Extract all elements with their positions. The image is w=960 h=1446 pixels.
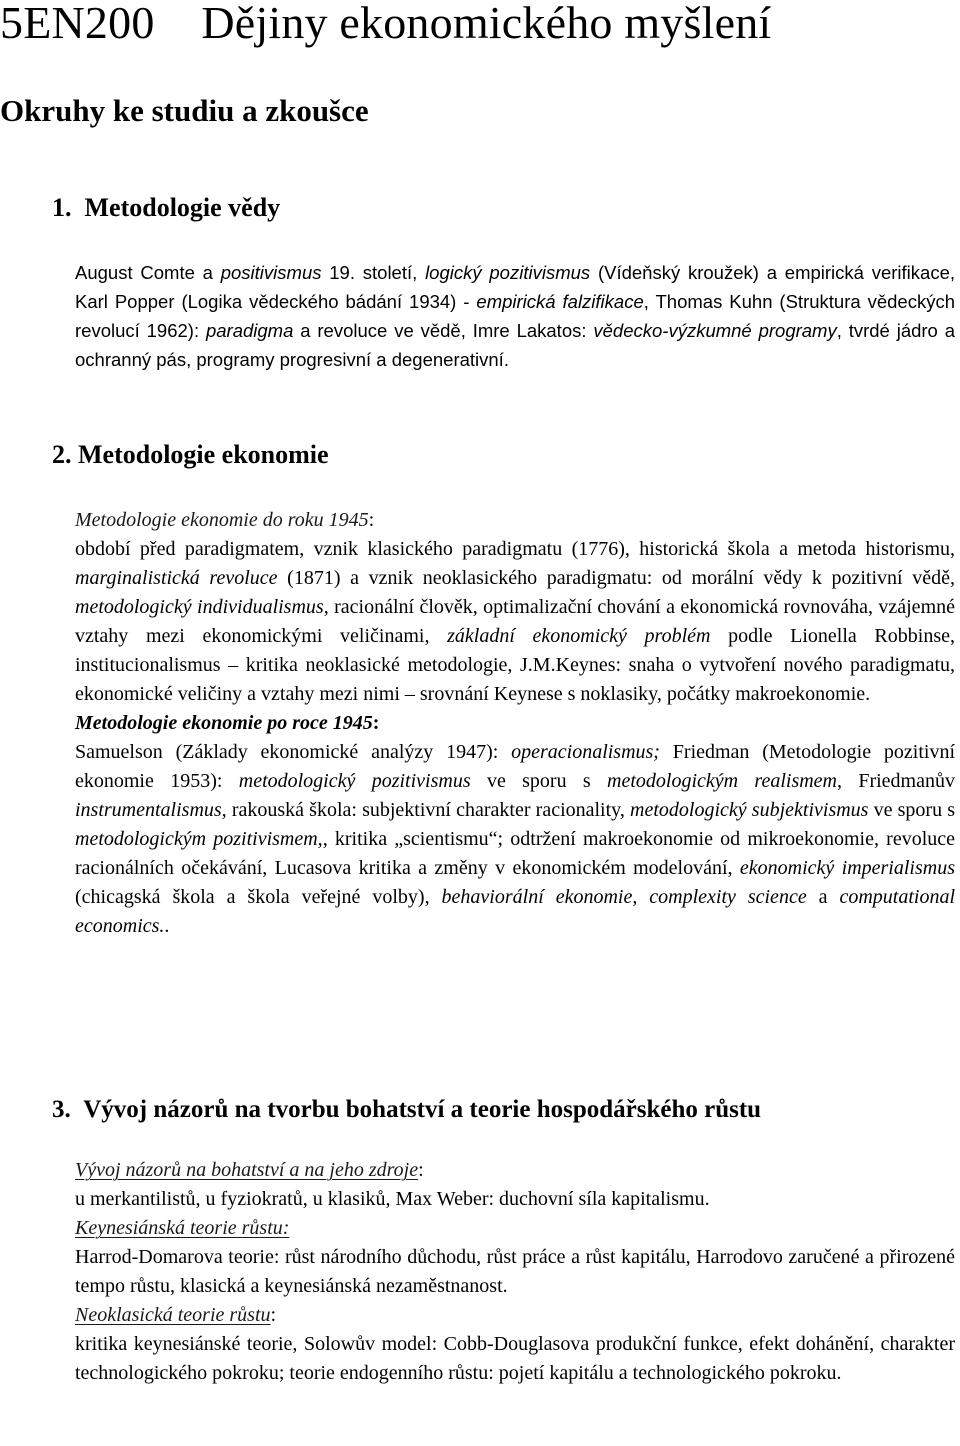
italic-term: metodologickým realismem bbox=[607, 770, 838, 792]
subsection-label: Metodologie ekonomie do roku 1945 bbox=[75, 509, 369, 531]
italic-term: základní ekonomický problém bbox=[447, 625, 711, 647]
section-2-heading bbox=[52, 440, 329, 470]
text-run: rakouská škola: subjektivní charakter racionality, bbox=[226, 799, 631, 821]
text-run: u merkantilistů, u fyziokratů, u klasiků, Max Weber: duchovní síla kapitalismu. bbox=[75, 1188, 710, 1210]
section-2-label-after-1945 bbox=[75, 709, 955, 738]
italic-term: logický pozitivismus bbox=[425, 262, 591, 283]
text-run: , kritika „scientismu“; odtržení makroekonomie od mikroekonomie, revoluce racionálních očekávání, Lucasova kritika a změny v ekonomickém modelování, bbox=[75, 828, 955, 879]
subsection-label: Vývoj názorů na bohatství a na jeho zdroje bbox=[75, 1159, 419, 1181]
section-3-heading bbox=[52, 1095, 761, 1125]
bold-text: : bbox=[372, 712, 380, 734]
section-3-title: Vývoj názorů na tvorbu bohatství a teorie hospodářského růstu bbox=[83, 1096, 762, 1123]
section-2-number: 2. bbox=[52, 440, 72, 469]
subsection-label: Metodologie ekonomie po roce 1945 bbox=[75, 712, 373, 734]
section-2-paragraph-before-1945 bbox=[75, 535, 955, 709]
text-run: podle Lionella Robbinse, institucionalismus – kritika neoklasické metodologie, J.M.Keynes: snaha o vytvoření nového paradigmatu, ekonomické veličiny a vztahy mezi nimi – srovnání Keynese s noklasiky, počátky makroekonomie. bbox=[75, 625, 955, 705]
text-run: Friedman (Metodologie pozitivní ekonomie 1953): bbox=[75, 741, 955, 792]
section-3-paragraph-wealth bbox=[75, 1185, 955, 1214]
subsection-label: Keynesiánská teorie růstu: bbox=[75, 1217, 290, 1239]
text-run: (1871) a vznik neoklasického paradigmatu: od morální vědy k pozitivní vědě, bbox=[277, 567, 955, 589]
text-run: Harrod-Domarova teorie: růst národního důchodu, růst práce a růst kapitálu, Harrodovo zaručené a přirozené tempo růstu, klasická a keynesiánská nezaměstnanost. bbox=[75, 1246, 955, 1297]
text-run: ve sporu s bbox=[868, 799, 955, 821]
text-run: , Friedmanův bbox=[837, 770, 955, 792]
section-3-paragraph-keynesian bbox=[75, 1243, 955, 1301]
italic-term: paradigma bbox=[205, 320, 294, 341]
text-run: období před paradigmatem, vznik klasického paradigmatu (1776), historická škola a metoda historismu, bbox=[75, 538, 955, 560]
section-2-body bbox=[75, 506, 955, 941]
section-2-title: Metodologie ekonomie bbox=[78, 440, 329, 469]
section-2-label-before-1945 bbox=[75, 506, 955, 535]
section-1-body bbox=[75, 258, 955, 374]
text-run: , tvrdé jádro a ochranný pás, programy progresivní a degenerativní. bbox=[75, 320, 955, 370]
text-run: : bbox=[418, 1159, 424, 1181]
italic-term: vědecko-výzkumné programy bbox=[593, 320, 837, 341]
text-run: : bbox=[270, 1304, 277, 1326]
section-2-paragraph-after-1945 bbox=[75, 738, 955, 941]
text-run: ve sporu s bbox=[470, 770, 608, 792]
text-run: , Thomas Kuhn (Struktura vědeckých revolucí 1962): bbox=[75, 291, 955, 341]
text-run: 19. století, bbox=[321, 262, 426, 283]
italic-term: behaviorální ekonomie bbox=[441, 886, 633, 908]
section-1-heading bbox=[52, 193, 280, 223]
section-3-label-wealth bbox=[75, 1156, 955, 1185]
italic-term: ekonomický imperialismus bbox=[739, 857, 955, 879]
italic-term: empirická falzifikace bbox=[476, 291, 644, 312]
text-run: a revoluce ve vědě, Imre Lakatos: bbox=[293, 320, 594, 341]
text-run: Samuelson (Základy ekonomické analýzy 1947): bbox=[75, 741, 512, 763]
text-run: August Comte a bbox=[75, 262, 221, 283]
text-run: : bbox=[368, 509, 375, 531]
italic-term: positivismus bbox=[220, 262, 322, 283]
section-1-title: Metodologie vědy bbox=[84, 193, 281, 222]
italic-term: metodologický individualismus bbox=[75, 596, 324, 618]
section-3-number: 3. bbox=[52, 1096, 71, 1123]
subsection-label: Neoklasická teorie růstu bbox=[75, 1304, 271, 1326]
text-run: kritika keynesiánské teorie, Solowův model: Cobb-Douglasova produkční funkce, efekt dohánění, charakter technologického pokroku; teorie endogenního růstu: pojetí kapitálu a technologického pokroku. bbox=[75, 1333, 955, 1384]
italic-term: complexity science bbox=[649, 886, 807, 908]
italic-term: operacionalismus; bbox=[511, 741, 660, 763]
italic-term: computational economics. bbox=[75, 886, 956, 937]
text-run: , racionální člověk, optimalizační chování a ekonomická rovnováha, vzájemné vztahy mezi ekonomickými veličinami, bbox=[75, 596, 955, 647]
italic-term: marginalistická revoluce bbox=[75, 567, 278, 589]
document-subtitle: Okruhy ke studiu a zkoušce bbox=[0, 93, 369, 128]
text-run: (chicagská škola a škola veřejné volby), bbox=[75, 886, 442, 908]
document-title: 5EN200 Dějiny ekonomického myšlení bbox=[0, 0, 772, 48]
text-run: (Vídeňský kroužek) a empirická verifikace, Karl Popper (Logika vědeckého bádání 1934) - bbox=[75, 262, 956, 312]
section-3-label-neoclassical bbox=[75, 1301, 955, 1330]
italic-term: metodologický pozitivismus bbox=[238, 770, 471, 792]
text-run: a bbox=[806, 886, 840, 908]
italic-term: metodologickým pozitivismem, bbox=[75, 828, 323, 850]
italic-term: metodologický subjektivismus bbox=[630, 799, 869, 821]
text-run: . bbox=[164, 915, 170, 937]
section-3-body bbox=[75, 1156, 955, 1388]
text-run: , bbox=[632, 886, 650, 908]
section-3-paragraph-neoclassical bbox=[75, 1330, 955, 1388]
section-3-label-keynesian bbox=[75, 1214, 955, 1243]
section-1-paragraph bbox=[75, 258, 955, 374]
section-1-number: 1. bbox=[52, 193, 72, 222]
italic-term: instrumentalismus, bbox=[75, 799, 227, 821]
